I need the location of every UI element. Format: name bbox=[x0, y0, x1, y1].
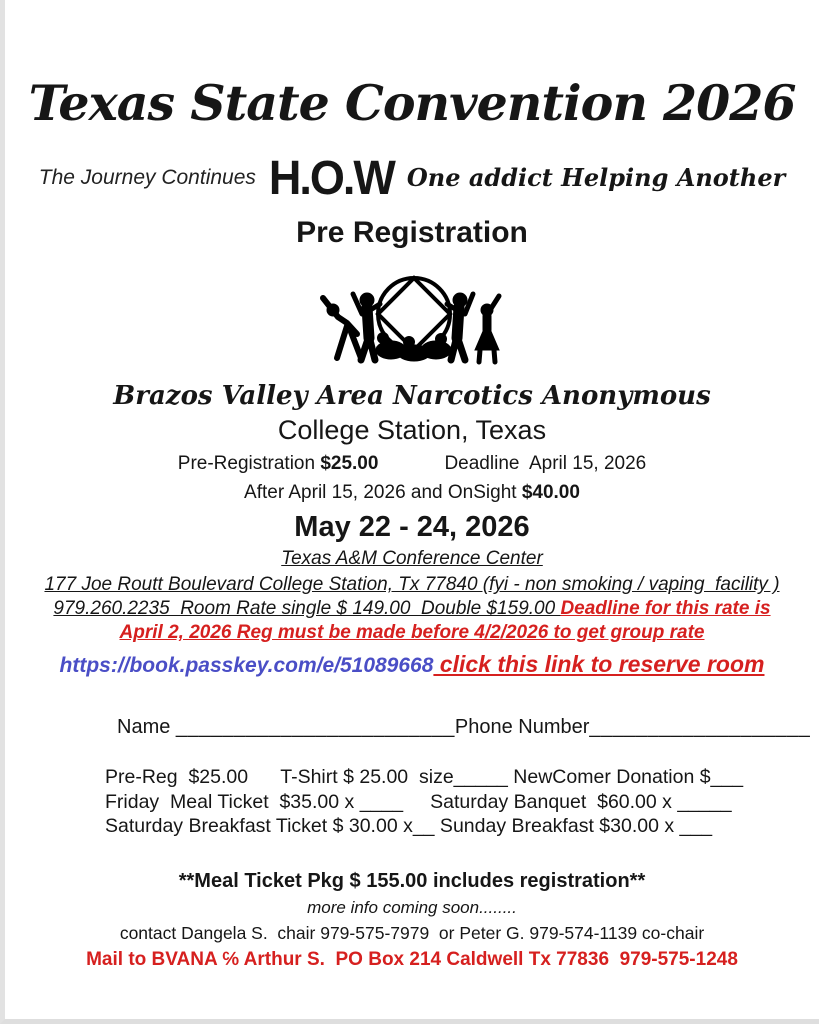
onsite-fee-price: $40.00 bbox=[521, 482, 580, 504]
tagline-journey: The Journey Continues bbox=[38, 165, 256, 189]
address-line bbox=[5, 574, 819, 596]
more-info-note: more info coming soon........ bbox=[307, 897, 517, 917]
prereg-fee-line bbox=[5, 453, 819, 475]
order-line-prereg-tshirt: Pre-Reg $25.00 T-Shirt $ 25.00 size_____ NewComer Donation $___ bbox=[105, 766, 744, 789]
booking-cta: click this link to reserve room bbox=[433, 651, 765, 678]
organization-name: Brazos Valley Area Narcotics Anonymous bbox=[113, 381, 711, 412]
rate-deadline-part1: Deadline for this rate is bbox=[560, 598, 771, 620]
booking-link[interactable]: https://book.passkey.com/e/51089668 bbox=[59, 654, 434, 678]
pre-registration-heading: Pre Registration bbox=[296, 216, 528, 250]
tagline-helping: One addict Helping Another bbox=[406, 163, 786, 193]
onsite-fee-label: After April 15, 2026 and OnSight bbox=[244, 482, 517, 504]
event-dates: May 22 - 24, 2026 bbox=[294, 511, 530, 544]
prereg-fee-label: Pre-Registration bbox=[177, 453, 316, 475]
phone-blank-field: ___________________ bbox=[589, 716, 811, 739]
venue-address: 177 Joe Routt Boulevard College Station, Tx 77840 (fyi - non smoking / vaping facility ) bbox=[44, 574, 780, 596]
prereg-fee-price: $25.00 bbox=[320, 453, 379, 475]
contact-info: contact Dangela S. chair 979-575-7979 or Peter G. 979-574-1139 co-chair bbox=[119, 922, 705, 943]
room-rate-line bbox=[5, 598, 819, 620]
mailing-address: Mail to BVANA ℅ Arthur S. PO Box 214 Caldwell Tx 77836 979-575-1248 bbox=[86, 948, 738, 970]
name-blank-field: ________________________ bbox=[175, 716, 455, 739]
flyer-page bbox=[5, 0, 819, 971]
meal-package-note: **Meal Ticket Pkg $ 155.00 includes registration** bbox=[178, 869, 646, 892]
order-line-breakfasts: Saturday Breakfast Ticket $ 30.00 x__ Sunday Breakfast $30.00 x ___ bbox=[105, 814, 713, 837]
venue-name: Texas A&M Conference Center bbox=[281, 548, 543, 570]
city-line: College Station, Texas bbox=[277, 415, 547, 446]
onsite-fee-line bbox=[5, 482, 819, 504]
venue-line bbox=[5, 548, 819, 570]
page-title: Texas State Convention 2026 bbox=[28, 74, 796, 132]
order-line-friday-saturday: Friday Meal Ticket $35.00 x ____ Saturday Banquet $60.00 x _____ bbox=[105, 790, 732, 813]
booking-link-line bbox=[5, 651, 819, 678]
name-phone-row bbox=[5, 716, 819, 739]
room-rate-info: 979.260.2235 Room Rate single $ 149.00 Double $159.00 bbox=[53, 598, 561, 620]
tagline-row bbox=[5, 150, 819, 206]
name-label: Name bbox=[117, 716, 176, 739]
order-form-block bbox=[5, 765, 819, 838]
na-symbol-logo bbox=[317, 270, 507, 371]
prereg-deadline: Deadline April 15, 2026 bbox=[444, 453, 647, 475]
rate-deadline-part2: April 2, 2026 Reg must be made before 4/2/2026 to get group rate bbox=[119, 622, 705, 644]
tagline-how: H.O.W bbox=[268, 150, 394, 206]
na-symbol-icon bbox=[317, 270, 507, 366]
phone-label: Phone Number bbox=[454, 716, 590, 739]
